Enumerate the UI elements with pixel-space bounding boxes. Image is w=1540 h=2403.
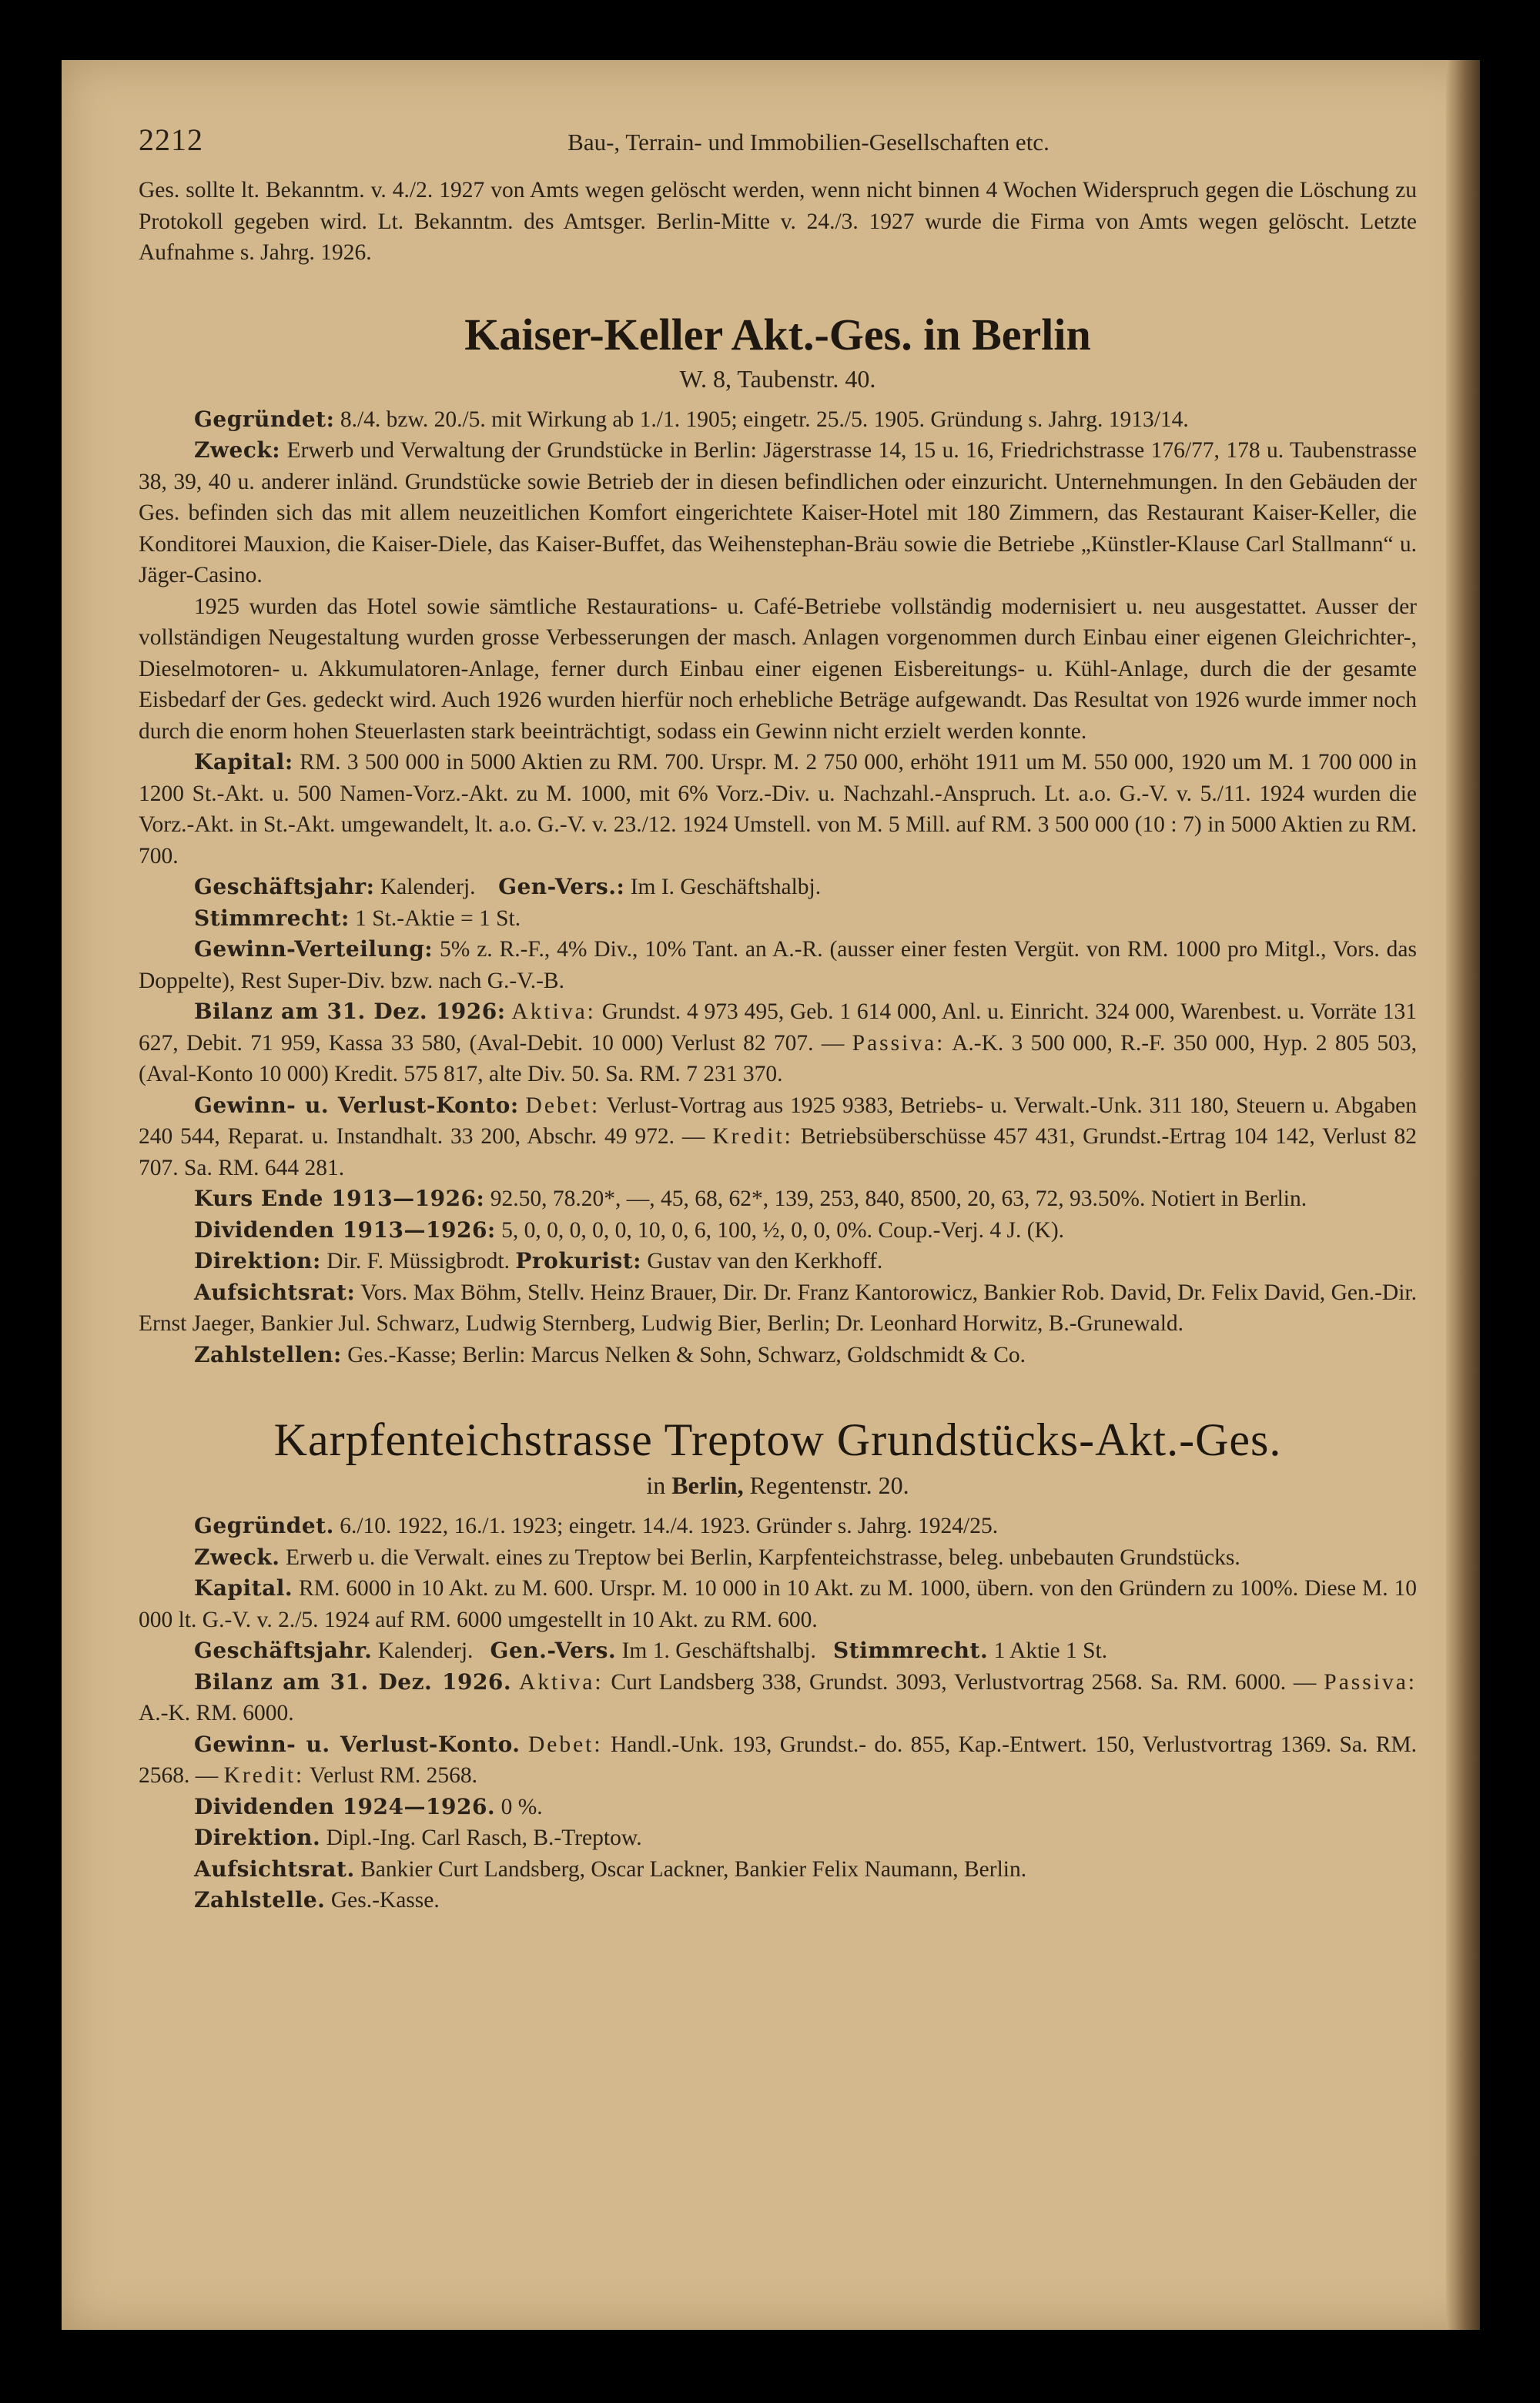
label-stimmrecht: Stimmrecht: <box>194 905 350 931</box>
text-aktiva: Grundst. 4 973 495, Geb. 1 614 000, Anl. u. Einricht. 324 000, Warenbest. u. Vorräte 131 627, Debit. 71 959, Kassa 33 580, (Aval-Debit. 10 000) Verlust 82 707. — <box>139 999 1418 1056</box>
text-zahlstellen: Ges.-Kasse; Berlin: Marcus Nelken & Sohn, Schwarz, Goldschmidt & Co. <box>347 1342 1026 1367</box>
company-address: W. 8, Taubenstr. 40. <box>679 364 876 393</box>
text-direktion: Dir. F. Müssigbrodt. <box>326 1249 510 1273</box>
page-number: 2212 <box>139 122 203 157</box>
label-kapital: Kapital: <box>194 749 293 775</box>
label-gewinn-verlust: Gewinn- u. Verlust-Konto: <box>194 1092 519 1118</box>
section2-zweck <box>139 1542 1417 1574</box>
section-geschaeftsjahr <box>139 872 1417 903</box>
text2-gegruendet: 6./10. 1922, 16./1. 1923; eingetr. 14./4. 1923. Gründer s. Jahrg. 1924/25. <box>340 1514 999 1538</box>
section-kapital <box>139 747 1417 872</box>
label2-passiva: Passiva: <box>1324 1669 1417 1695</box>
running-header <box>139 122 1417 158</box>
section-bilanz <box>139 996 1417 1090</box>
label2-gewinn-verlust: Gewinn- u. Verlust-Konto. <box>194 1731 521 1757</box>
label2-direktion: Direktion. <box>194 1825 321 1850</box>
label-prokurist: Prokurist: <box>515 1248 642 1273</box>
section-gegruendet <box>139 404 1417 436</box>
label-zahlstellen: Zahlstellen: <box>194 1341 342 1367</box>
text-kurs: 92.50, 78.20*, —, 45, 68, 62*, 139, 253, 840, 8500, 20, 63, 72, 93.50%. Notiert in Berlin. <box>490 1186 1307 1211</box>
previous-entry-text: Ges. sollte lt. Bekanntm. v. 4./2. 1927 von Amts wegen gelöscht werden, wenn nicht binnen 4 Wochen Widerspruch gegen die Löschung zu Protokoll gegeben wird. Lt. Bekanntm. des Amtsger. Berlin-Mitte v. 24./3. 1927 wurde die Firma von Amts wegen gelöscht. Letzte Aufnahme s. Jahrg. 1926. <box>139 178 1417 265</box>
company-title-kaiser-keller: Kaiser-Keller Akt.-Ges. in Berlin <box>464 309 1091 360</box>
label2-gen-vers: Gen.-Vers. <box>490 1638 617 1663</box>
label-gen-vers: Gen-Vers.: <box>498 874 625 899</box>
text2-passiva: A.-K. RM. 6000. <box>139 1701 294 1725</box>
section2-zahlstelle <box>139 1885 1417 1916</box>
text2-aktiva: Curt Landsberg 338, Grundst. 3093, Verlustvortrag 2568. Sa. RM. 6000. — <box>611 1669 1317 1695</box>
book-spine-shadow <box>1446 60 1480 2330</box>
address-street: Regentenstr. 20. <box>749 1471 909 1499</box>
text-dividenden: 5, 0, 0, 0, 0, 0, 10, 0, 6, 100, ½, 0, 0, 0%. Coup.-Verj. 4 J. (K). <box>501 1217 1065 1243</box>
text2-geschaeftsjahr: Kalenderj. <box>377 1638 474 1663</box>
section-zweck-continued: 1925 wurden das Hotel sowie sämtliche Restaurations- u. Café-Betriebe vollständig modernisiert u. neu ausgestattet. Ausser der vollständigen Neugestaltung wurden grosse Verbesserungen der masch. Anlagen vorgenommen durch Einbau einer eigenen Gleichrichter-, Dieselmotoren- u. Akkumulatoren-Anlage, ferner durch Einbau einer eigenen Eisbereitungs- u. Kühl-Anlage, durch die der gesamte Eisbedarf der Ges. gedeckt wird. Auch 1926 wurden hierfür noch erhebliche Beträge aufgewandt. Das Resultat von 1926 wurde immer noch durch die enorm hohen Steuerlasten stark beeinträchtigt, sodass ein Gewinn nicht erzielt werden konnte. <box>139 594 1417 744</box>
section2-aufsichtsrat <box>139 1854 1417 1886</box>
label-gewinn-verteilung: Gewinn-Verteilung: <box>194 936 434 962</box>
label2-gegruendet: Gegründet. <box>194 1513 334 1538</box>
text-gewinn-verteilung: 5% z. R.-F., 4% Div., 10% Tant. an A.-R. (ausser einer festen Vergüt. von RM. 1000 pro Mitgl., Vors. das Doppelte), Rest Super-Div. bzw. nach G.-V.-B. <box>139 937 1417 993</box>
text2-aufsichtsrat: Bankier Curt Landsberg, Oscar Lackner, Bankier Felix Naumann, Berlin. <box>360 1856 1027 1882</box>
text2-gen-vers: Im 1. Geschäftshalbj. <box>621 1638 816 1663</box>
text2-kapital: RM. 6000 in 10 Akt. zu M. 600. Urspr. M. 10 000 in 10 Akt. zu M. 1000, übern. von den Gründern zu 100%. Diese M. 10 000 lt. G.-V. v. 2./5. 1924 auf RM. 6000 umgestellt in 10 Akt. zu RM. 600. <box>139 1576 1417 1632</box>
text2-direktion: Dipl.-Ing. Carl Rasch, B.-Treptow. <box>326 1826 642 1850</box>
label2-aktiva: Aktiva: <box>519 1669 604 1695</box>
section-dividenden <box>139 1215 1417 1247</box>
text-passiva: A.-K. 3 500 000, R.-F. 350 000, Hyp. 2 805 503, (Aval-Konto 10 000) Kredit. 575 817, alte Div. 50. Sa. RM. 7 231 370. <box>139 1030 1418 1086</box>
section-gewinn-verteilung <box>139 934 1417 996</box>
label2-zahlstelle: Zahlstelle. <box>194 1887 326 1913</box>
label-passiva: Passiva: <box>852 1030 946 1056</box>
label2-dividenden: Dividenden 1924—1926. <box>194 1793 496 1819</box>
section2-direktion <box>139 1822 1417 1854</box>
section-zweck <box>139 435 1417 591</box>
label2-bilanz: Bilanz am 31. Dez. 1926. <box>194 1668 512 1695</box>
company-title-karpfenteichstrasse: Karpfenteichstrasse Treptow Grundstücks-Akt.-Ges. <box>273 1414 1282 1465</box>
section2-gewinn-verlust <box>139 1729 1417 1792</box>
text-aufsichtsrat: Vors. Max Böhm, Stellv. Heinz Brauer, Dir. Dr. Franz Kantorowicz, Bankier Rob. David, Dr. Felix David, Gen.-Dir. Ernst Jaeger, Bankier Jul. Schwarz, Ludwig Sternberg, Ludwig Bier, Berlin; Dr. Leonhard Horwitz, B.-Grunewald. <box>139 1280 1417 1336</box>
text-zweck: Erwerb und Verwaltung der Grundstücke in Berlin: Jägerstrasse 14, 15 u. 16, Friedrichstrasse 176/77, 178 u. Taubenstrasse 38, 39, 40 u. anderer inländ. Grundstücke sowie Betrieb der in diesen befindlichen oder einzuricht. Unternehmungen. In den Gebäuden der Ges. befinden sich das mit allem neuzeitlichen Komfort eingerichtete Kaiser-Hotel mit 180 Zimmern, das Restaurant Kaiser-Keller, die Konditorei Mauxion, die Kaiser-Diele, das Kaiser-Buffet, das Weihenstephan-Bräu sowie die Betriebe „Künstler-Klause Carl Stallmann“ u. Jäger-Casino. <box>139 438 1418 587</box>
text-debet: Verlust-Vortrag aus 1925 9383, Betriebs- u. Verwalt.-Unk. 311 180, Steuern u. Abgaben 240 544, Reparat. u. Instandhalt. 33 200, Abschr. 49 972. — <box>139 1093 1418 1149</box>
section-stimmrecht <box>139 903 1417 935</box>
label-dividenden: Dividenden 1913—1926: <box>194 1217 496 1243</box>
section-direktion <box>139 1246 1417 1277</box>
section-kurs <box>139 1183 1417 1215</box>
text2-dividenden: 0 %. <box>500 1794 543 1819</box>
label-kredit: Kredit: <box>712 1124 793 1149</box>
label-aktiva: Aktiva: <box>511 999 596 1024</box>
page-content <box>139 122 1417 1916</box>
section-zahlstellen <box>139 1340 1417 1371</box>
text-gen-vers: Im I. Geschäftshalbj. <box>630 875 822 899</box>
address-city: Berlin, <box>671 1471 744 1499</box>
text-kapital: RM. 3 500 000 in 5000 Aktien zu RM. 700. Urspr. M. 2 750 000, erhöht 1911 um M. 550 000, 1920 um M. 1 700 000 in 1200 St.-Akt. u. 500 Namen-Vorz.-Akt. zu M. 1000, mit 6% Vorz.-Div. u. Nachzahl.-Anspruch. Lt. a.o. G.-V. v. 5./11. 1924 wurden die Vorz.-Akt. in St.-Akt. umgewandelt, lt. a.o. G.-V. v. 23./12. 1924 Umstell. von M. 5 Mill. auf RM. 3 500 000 (10 : 7) in 5000 Aktien zu RM. 700. <box>139 750 1417 868</box>
label2-debet: Debet: <box>527 1732 603 1757</box>
label2-aufsichtsrat: Aufsichtsrat. <box>194 1856 355 1882</box>
label-gegruendet: Gegründet: <box>194 406 335 432</box>
text-stimmrecht: 1 St.-Aktie = 1 St. <box>355 905 521 931</box>
label-zweck: Zweck: <box>194 437 281 463</box>
label-debet: Debet: <box>525 1093 601 1118</box>
label2-kredit: Kredit: <box>223 1763 305 1788</box>
section2-bilanz <box>139 1667 1417 1729</box>
text2-zweck: Erwerb u. die Verwalt. eines zu Treptow bei Berlin, Karpfenteichstrasse, beleg. unbebauten Grundstücks. <box>285 1545 1240 1570</box>
section2-gegruendet <box>139 1511 1417 1542</box>
text2-stimmrecht: 1 Aktie 1 St. <box>993 1638 1108 1663</box>
label2-stimmrecht: Stimmrecht. <box>833 1638 989 1663</box>
label2-zweck: Zweck. <box>194 1544 280 1570</box>
label-direktion: Direktion: <box>194 1248 321 1273</box>
section2-geschaeftsjahr <box>139 1635 1417 1667</box>
text2-zahlstelle: Ges.-Kasse. <box>330 1888 440 1913</box>
label2-kapital: Kapital. <box>194 1575 293 1601</box>
text-kredit: Betriebsüberschüsse 457 431, Grundst.-Ertrag 104 142, Verlust 82 707. Sa. RM. 644 281. <box>139 1124 1418 1180</box>
scanned-page <box>62 60 1480 2330</box>
section-gewinn-verlust <box>139 1090 1417 1184</box>
text-prokurist: Gustav van den Kerkhoff. <box>647 1249 883 1273</box>
label-bilanz: Bilanz am 31. Dez. 1926: <box>194 999 506 1024</box>
label-aufsichtsrat: Aufsichtsrat: <box>194 1279 356 1305</box>
section-aufsichtsrat <box>139 1277 1417 1340</box>
label-geschaeftsjahr: Geschäftsjahr: <box>194 874 375 899</box>
running-title: Bau-, Terrain- und Immobilien-Gesellschaften etc. <box>567 129 1050 156</box>
label-kurs: Kurs Ende 1913—1926: <box>194 1186 485 1211</box>
text2-debet: Handl.-Unk. 193, Grundst.- do. 855, Kap.-Entwert. 150, Verlustvortrag 1369. Sa. RM. 2568. — <box>139 1732 1418 1788</box>
section2-dividenden <box>139 1792 1417 1823</box>
label2-geschaeftsjahr: Geschäftsjahr. <box>194 1638 373 1663</box>
section2-kapital <box>139 1573 1417 1635</box>
company-address-2 <box>139 1471 1417 1500</box>
address-prefix: in <box>646 1471 666 1499</box>
text2-kredit: Verlust RM. 2568. <box>310 1763 478 1788</box>
text-geschaeftsjahr: Kalenderj. <box>380 875 476 899</box>
text-gegruendet: 8./4. bzw. 20./5. mit Wirkung ab 1./1. 1905; eingetr. 25./5. 1905. Gründung s. Jahrg. 1913/14. <box>340 407 1189 432</box>
